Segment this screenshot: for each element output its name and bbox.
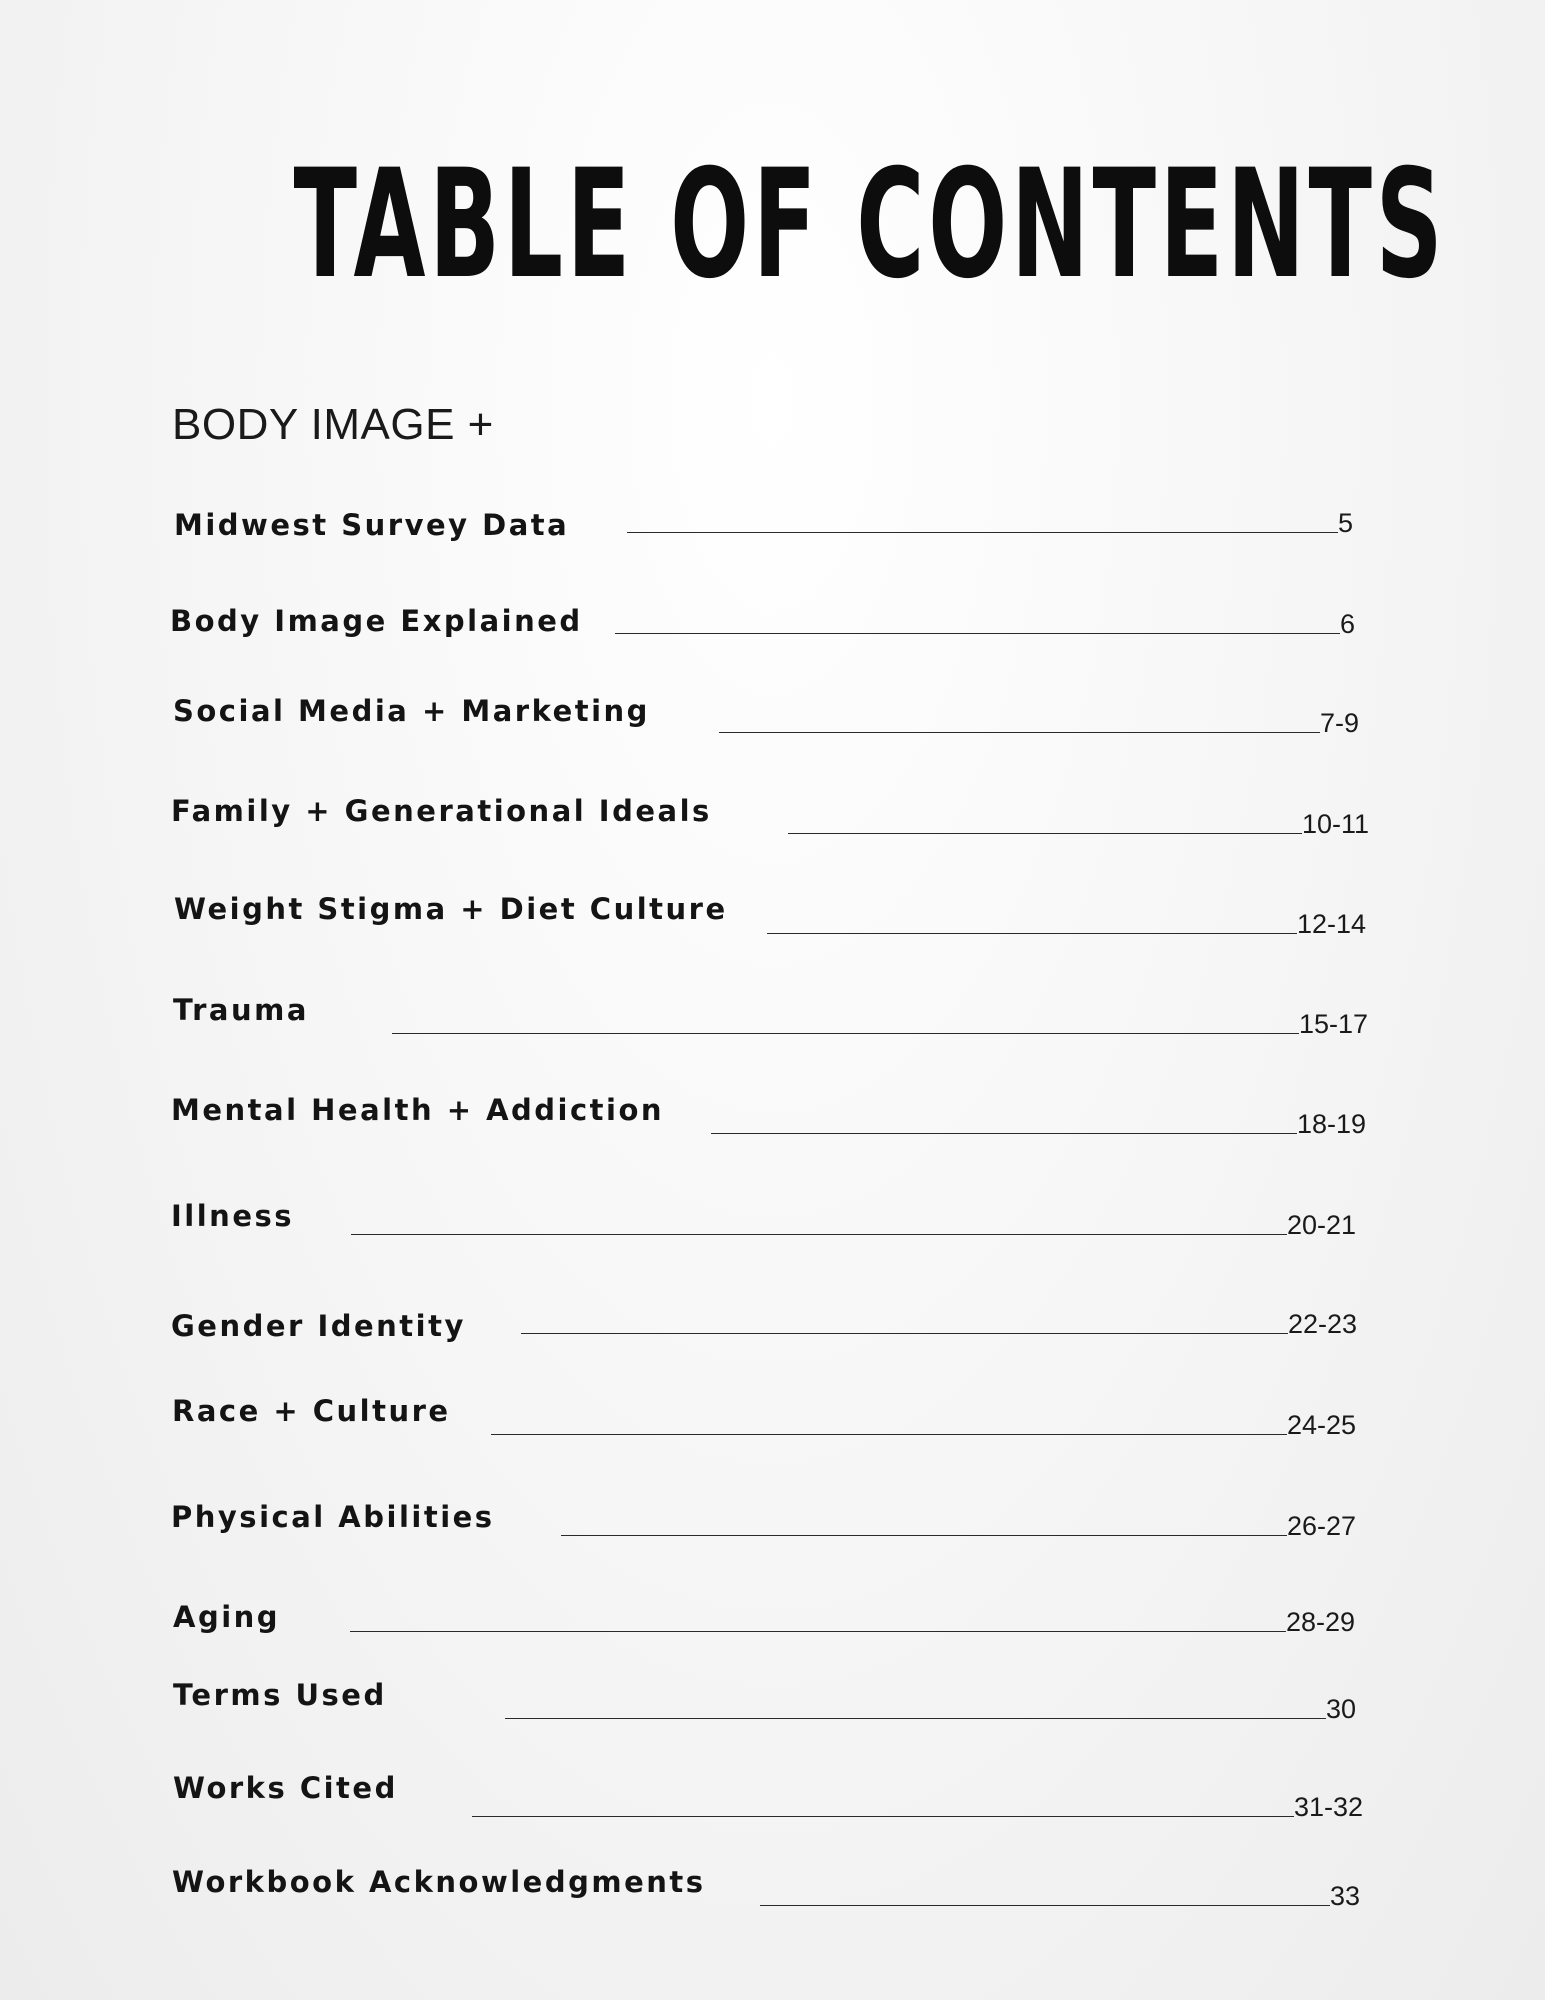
toc-entry-page: 24-25 xyxy=(1287,1410,1357,1440)
toc-entry-page: 28-29 xyxy=(1286,1607,1356,1637)
toc-entry-page: 7-9 xyxy=(1320,708,1360,738)
toc-entry-leader xyxy=(627,532,1338,533)
toc-entry xyxy=(0,505,1545,565)
toc-entry xyxy=(0,1862,1545,1922)
toc-entry xyxy=(0,1497,1545,1557)
toc-entry-label: Race + Culture xyxy=(172,1394,451,1428)
toc-entry xyxy=(0,1768,1545,1828)
section-heading: BODY IMAGE + xyxy=(172,400,494,449)
toc-entry-label: Terms Used xyxy=(173,1678,387,1712)
toc-entry-leader xyxy=(521,1333,1288,1334)
toc-entry-leader xyxy=(350,1631,1286,1632)
toc-entry-page: 6 xyxy=(1340,609,1356,639)
toc-entry-leader xyxy=(719,732,1320,733)
toc-entry xyxy=(0,691,1545,751)
toc-entry xyxy=(0,1306,1545,1366)
toc-entry-leader xyxy=(491,1434,1287,1435)
toc-entry-leader xyxy=(472,1816,1294,1817)
toc-entry-leader xyxy=(711,1133,1297,1134)
toc-entry-leader xyxy=(767,933,1297,934)
toc-entry-label: Trauma xyxy=(173,993,309,1027)
toc-entry xyxy=(0,1196,1545,1256)
toc-entry-page: 33 xyxy=(1330,1881,1361,1911)
toc-entry-page: 22-23 xyxy=(1288,1309,1358,1339)
toc-entry-page: 15-17 xyxy=(1299,1009,1369,1039)
toc-entry-page: 31-32 xyxy=(1294,1792,1364,1822)
toc-entry-label: Mental Health + Addiction xyxy=(171,1093,665,1127)
toc-entry-leader xyxy=(561,1535,1287,1536)
toc-entry-page: 5 xyxy=(1338,508,1354,538)
toc-entry xyxy=(0,601,1545,661)
toc-entry-label: Illness xyxy=(171,1199,295,1233)
toc-entry-label: Midwest Survey Data xyxy=(174,508,570,542)
toc-entry-leader xyxy=(760,1905,1330,1906)
toc-entry xyxy=(0,1090,1545,1150)
toc-entry xyxy=(0,990,1545,1050)
toc-entry-label: Body Image Explained xyxy=(170,604,583,638)
toc-entry-page: 30 xyxy=(1326,1694,1357,1724)
toc-entry-leader xyxy=(505,1718,1326,1719)
toc-entry-page: 20-21 xyxy=(1287,1210,1357,1240)
toc-entry-page: 18-19 xyxy=(1297,1109,1367,1139)
toc-entry-label: Family + Generational Ideals xyxy=(171,794,712,828)
toc-entry-page: 12-14 xyxy=(1297,909,1367,939)
toc-entry-leader xyxy=(615,633,1340,634)
toc-entry-page: 26-27 xyxy=(1287,1511,1357,1541)
toc-entry-label: Social Media + Marketing xyxy=(173,694,650,728)
toc-entry-label: Physical Abilities xyxy=(171,1500,495,1534)
toc-entry-leader xyxy=(392,1033,1299,1034)
toc-entry xyxy=(0,889,1545,949)
toc-entry xyxy=(0,1675,1545,1735)
toc-entry-label: Gender Identity xyxy=(171,1309,466,1343)
toc-entry xyxy=(0,1391,1545,1451)
toc-entry-leader xyxy=(788,833,1302,834)
toc-entry xyxy=(0,1597,1545,1657)
toc-entry-label: Aging xyxy=(173,1600,281,1634)
toc-entry-label: Works Cited xyxy=(173,1771,398,1805)
toc-entry-label: Weight Stigma + Diet Culture xyxy=(174,892,728,926)
toc-entry xyxy=(0,791,1545,851)
toc-entry-leader xyxy=(351,1234,1287,1235)
page-title: TABLE OF CONTENTS xyxy=(293,138,1447,312)
toc-entry-page: 10-11 xyxy=(1302,809,1370,839)
toc-entry-label: Workbook Acknowledgments xyxy=(172,1865,706,1899)
